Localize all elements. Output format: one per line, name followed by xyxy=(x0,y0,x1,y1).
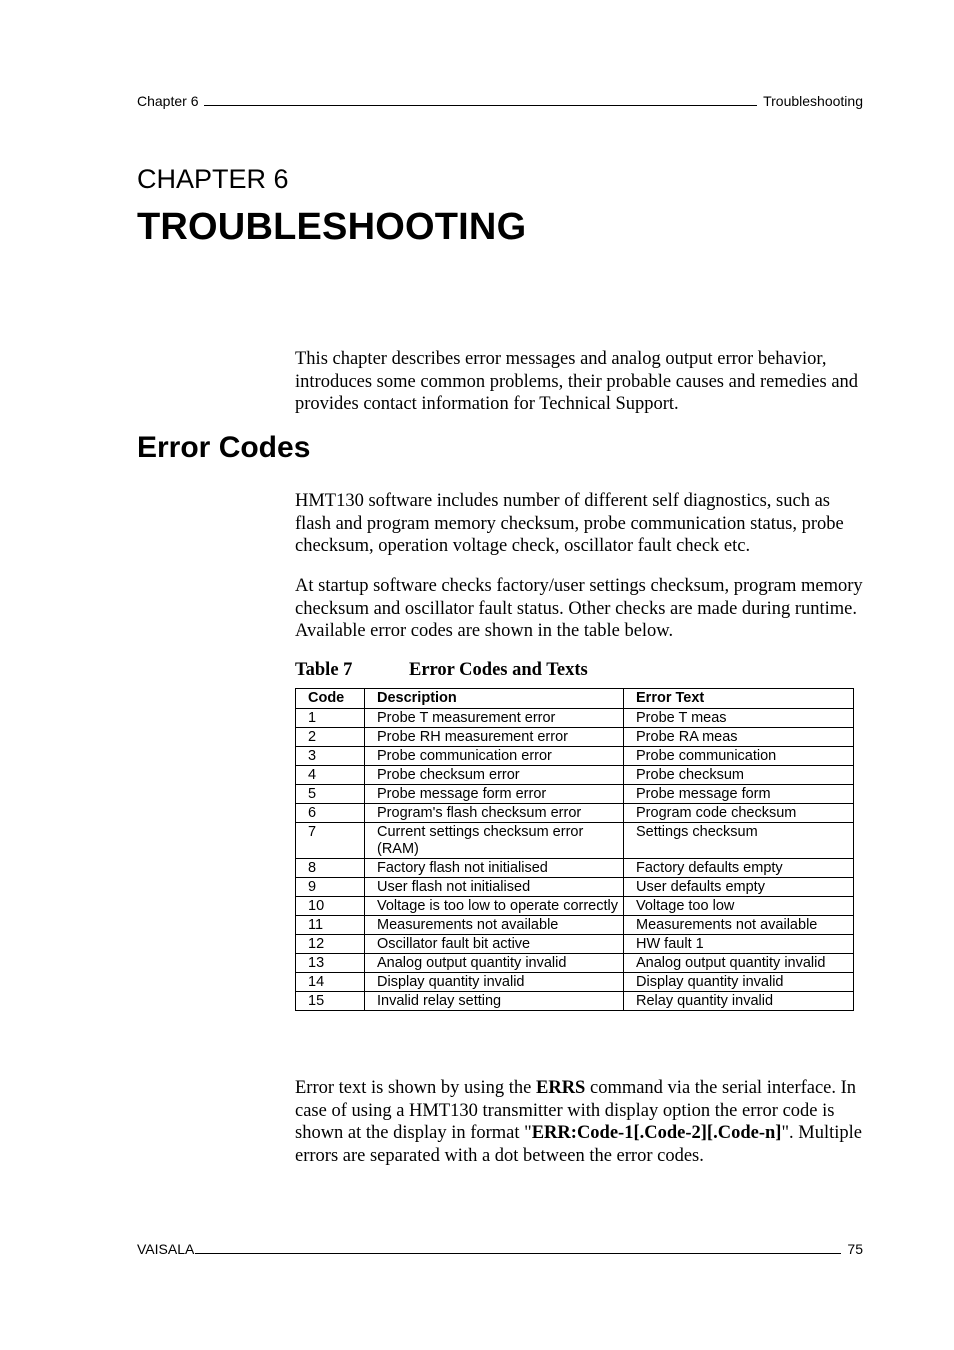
code-cell: 14 xyxy=(296,973,365,992)
errs-command: ERRS xyxy=(536,1078,586,1098)
header-section: Troubleshooting xyxy=(763,93,863,109)
code-cell: 6 xyxy=(296,804,365,823)
code-cell: 12 xyxy=(296,935,365,954)
header-rule xyxy=(204,105,757,106)
code-cell: 9 xyxy=(296,878,365,897)
table-caption xyxy=(295,660,588,681)
table-row xyxy=(296,766,854,785)
chapter-title: TROUBLESHOOTING xyxy=(137,206,527,248)
table-row xyxy=(296,785,854,804)
section-paragraph-2: At startup software checks factory/user settings checksum, program memory checksum and oscillator fault status. Other checks are made during runtime. Available error codes are shown in the table below. xyxy=(295,576,863,641)
error-text-cell: Voltage too low xyxy=(624,897,854,916)
error-text-cell: Probe checksum xyxy=(624,766,854,785)
error-text-cell: Probe T meas xyxy=(624,709,854,728)
column-header-code: Code xyxy=(296,689,365,709)
error-text-cell: Relay quantity invalid xyxy=(624,992,854,1011)
code-cell: 1 xyxy=(296,709,365,728)
table-row xyxy=(296,728,854,747)
description-cell: Program's flash checksum error xyxy=(365,804,624,823)
table-row xyxy=(296,992,854,1011)
section-heading: Error Codes xyxy=(137,431,311,464)
description-cell: Factory flash not initialised xyxy=(365,859,624,878)
table-caption-title: Error Codes and Texts xyxy=(409,660,588,680)
table-row xyxy=(296,804,854,823)
code-cell: 15 xyxy=(296,992,365,1011)
code-cell: 7 xyxy=(296,823,365,859)
table-row xyxy=(296,859,854,878)
code-cell: 10 xyxy=(296,897,365,916)
description-cell: Voltage is too low to operate correctly xyxy=(365,897,624,916)
table-row xyxy=(296,897,854,916)
description-cell: Display quantity invalid xyxy=(365,973,624,992)
code-cell: 13 xyxy=(296,954,365,973)
table-row xyxy=(296,747,854,766)
description-cell: Oscillator fault bit active xyxy=(365,935,624,954)
page-number: 75 xyxy=(847,1241,863,1257)
error-text-cell: HW fault 1 xyxy=(624,935,854,954)
error-text-cell: Probe RA meas xyxy=(624,728,854,747)
table-body xyxy=(296,709,854,1011)
description-cell: Analog output quantity invalid xyxy=(365,954,624,973)
error-text-cell: Probe message form xyxy=(624,785,854,804)
code-cell: 11 xyxy=(296,916,365,935)
closing-paragraph xyxy=(295,1077,865,1167)
running-header xyxy=(137,91,863,109)
description-cell: Probe RH measurement error xyxy=(365,728,624,747)
intro-paragraph: This chapter describes error messages and analog output error behavior, introduces some common problems, their probable causes and remedies and provides contact information for Technical Support. xyxy=(295,349,859,414)
table-row xyxy=(296,709,854,728)
description-cell: Probe checksum error xyxy=(365,766,624,785)
table-row xyxy=(296,878,854,897)
code-cell: 5 xyxy=(296,785,365,804)
section-paragraph-1: HMT130 software includes number of different self diagnostics, such as flash and program memory checksum, probe communication status, probe checksum, operation voltage check, oscillator fault check etc. xyxy=(295,491,844,556)
chapter-label: CHAPTER 6 xyxy=(137,164,289,194)
table-caption-number: Table 7 xyxy=(295,660,353,680)
error-text-cell: Probe communication xyxy=(624,747,854,766)
column-header-error-text: Error Text xyxy=(624,689,854,709)
description-cell: User flash not initialised xyxy=(365,878,624,897)
code-cell: 2 xyxy=(296,728,365,747)
description-cell: Probe T measurement error xyxy=(365,709,624,728)
closing-text-2: command via the serial interface. In case of using a HMT130 transmitter with display option the error code is shown at the display in format " xyxy=(295,1078,857,1143)
error-text-cell: Display quantity invalid xyxy=(624,973,854,992)
table-header-row xyxy=(296,689,854,709)
error-text-cell: Factory defaults empty xyxy=(624,859,854,878)
error-text-cell: Program code checksum xyxy=(624,804,854,823)
table-row xyxy=(296,954,854,973)
table-row xyxy=(296,823,854,859)
footer-company: VAISALA xyxy=(137,1241,195,1257)
error-codes-table xyxy=(295,688,854,1011)
closing-text-3: ". Multiple errors are separated with a dot between the error codes. xyxy=(295,1123,862,1166)
column-header-description: Description xyxy=(365,689,624,709)
description-cell: Probe communication error xyxy=(365,747,624,766)
error-text-cell: Settings checksum xyxy=(624,823,854,859)
code-cell: 3 xyxy=(296,747,365,766)
description-cell: Invalid relay setting xyxy=(365,992,624,1011)
error-text-cell: Analog output quantity invalid xyxy=(624,954,854,973)
table-row xyxy=(296,935,854,954)
error-text-cell: User defaults empty xyxy=(624,878,854,897)
description-cell: Measurements not available xyxy=(365,916,624,935)
code-cell: 8 xyxy=(296,859,365,878)
description-cell: Current settings checksum error (RAM) xyxy=(365,823,624,859)
closing-text-1: Error text is shown by using the xyxy=(295,1078,536,1098)
footer-rule xyxy=(195,1253,841,1254)
running-footer xyxy=(137,1239,863,1257)
error-format: ERR:Code-1[.Code-2][.Code-n] xyxy=(531,1123,782,1143)
code-cell: 4 xyxy=(296,766,365,785)
description-cell: Probe message form error xyxy=(365,785,624,804)
table-row xyxy=(296,916,854,935)
table-row xyxy=(296,973,854,992)
error-text-cell: Measurements not available xyxy=(624,916,854,935)
header-chapter: Chapter 6 xyxy=(137,93,199,109)
